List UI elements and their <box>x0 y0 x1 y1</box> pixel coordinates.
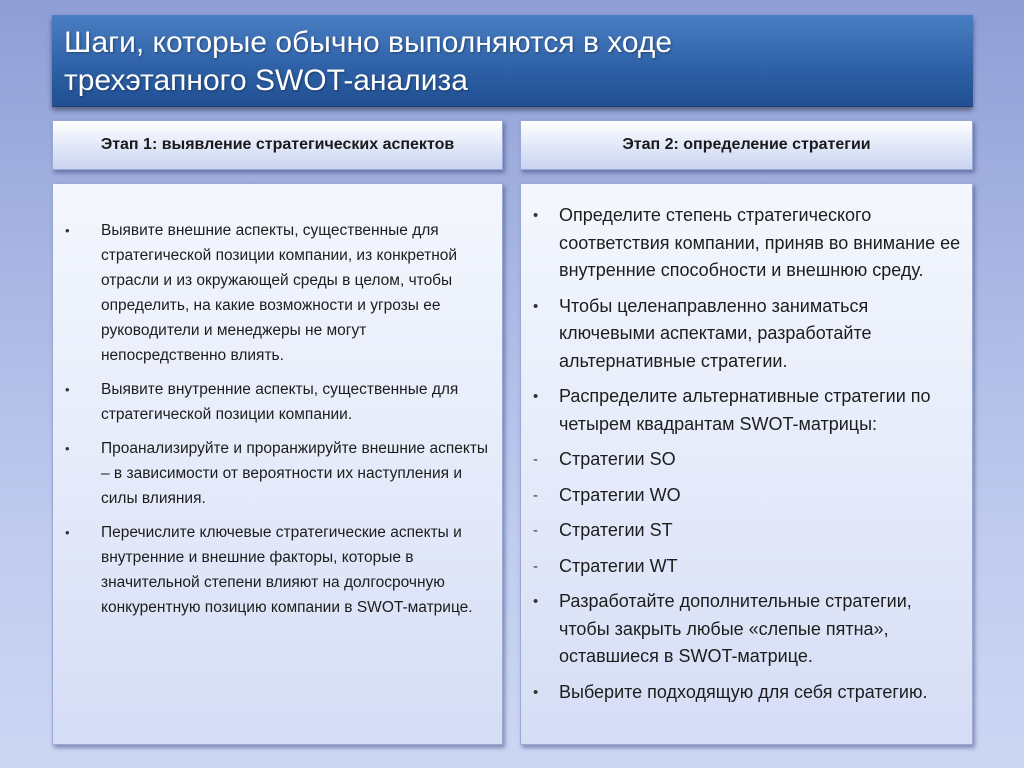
list-item <box>531 293 964 376</box>
list-item <box>531 202 964 285</box>
bullet-icon: • <box>65 441 70 456</box>
stage-2-header: Этап 2: определение стратегии <box>520 120 973 170</box>
bullet-icon: • <box>533 388 539 405</box>
list-item <box>531 517 964 545</box>
stage-1-header: Этап 1: выявление стратегических аспектов <box>52 120 503 170</box>
list-item-text: Разработайте дополнительные стратегии, чтобы закрыть любые «слепые пятна», оставшиеся в SWOT-матрице. <box>559 591 912 666</box>
bullet-icon: • <box>533 593 539 610</box>
list-item <box>531 553 964 581</box>
list-item-text: Определите степень стратегического соответствия компании, приняв во внимание ее внутренние способности и внешнюю среду. <box>559 205 961 280</box>
dash-icon: - <box>533 557 538 575</box>
bullet-icon: • <box>533 683 539 701</box>
list-item <box>63 377 492 427</box>
list-item <box>531 446 964 474</box>
list-item-text: Стратегии SO <box>559 449 676 469</box>
bullet-icon: • <box>533 297 539 315</box>
bullet-icon: • <box>533 207 539 224</box>
list-item-text: Выберите подходящую для себя стратегию. <box>559 681 928 702</box>
bullet-icon: • <box>65 382 70 397</box>
list-item <box>531 679 964 707</box>
list-item <box>63 520 492 620</box>
list-item <box>531 482 964 510</box>
list-item-text: Распределите альтернативные стратегии по четырем квадрантам SWOT-матрицы: <box>559 386 931 434</box>
bullet-icon: • <box>65 525 70 540</box>
stage-2-list <box>521 184 972 706</box>
list-item-text: Перечислите ключевые стратегические аспекты и внутренние и внешние факторы, которые в значительной степени влияют на долгосрочную конкурентную позицию компании в SWOT-матрице. <box>101 524 473 616</box>
dash-icon: - <box>533 451 538 468</box>
list-item-text: Проанализируйте и проранжируйте внешние аспекты – в зависимости от вероятности их наступления и силы влияния. <box>101 440 489 507</box>
dash-icon: - <box>533 486 538 504</box>
list-item <box>63 218 492 368</box>
list-item <box>531 588 964 671</box>
list-item-text: Выявите внутренние аспекты, существенные для стратегической позиции компании. <box>101 381 459 423</box>
slide-title-line-1: Шаги, которые обычно выполняются в ходе <box>64 26 673 59</box>
slide-title <box>52 15 973 107</box>
stage-1-panel <box>52 183 503 745</box>
slide-title-line-2: трехэтапного SWOT-анализа <box>64 64 468 97</box>
dash-icon: - <box>533 522 538 539</box>
bullet-icon: • <box>65 223 70 238</box>
list-item-text: Чтобы целенаправленно заниматься ключевыми аспектами, разработайте альтернативные стратегии. <box>559 295 872 371</box>
stage-1-list <box>53 184 502 620</box>
stage-2-panel <box>520 183 973 745</box>
list-item-text: Стратегии WT <box>559 555 678 576</box>
list-item-text: Стратегии WO <box>559 484 681 505</box>
list-item-text: Стратегии ST <box>559 520 673 540</box>
list-item <box>63 436 492 511</box>
list-item-text: Выявите внешние аспекты, существенные для стратегической позиции компании, из конкретной отрасли и из окружающей среды в целом, чтобы определить, на какие возможности и угрозы ее руководители и менеджеры не могут непосредственно влиять. <box>101 222 458 364</box>
list-item <box>531 383 964 438</box>
